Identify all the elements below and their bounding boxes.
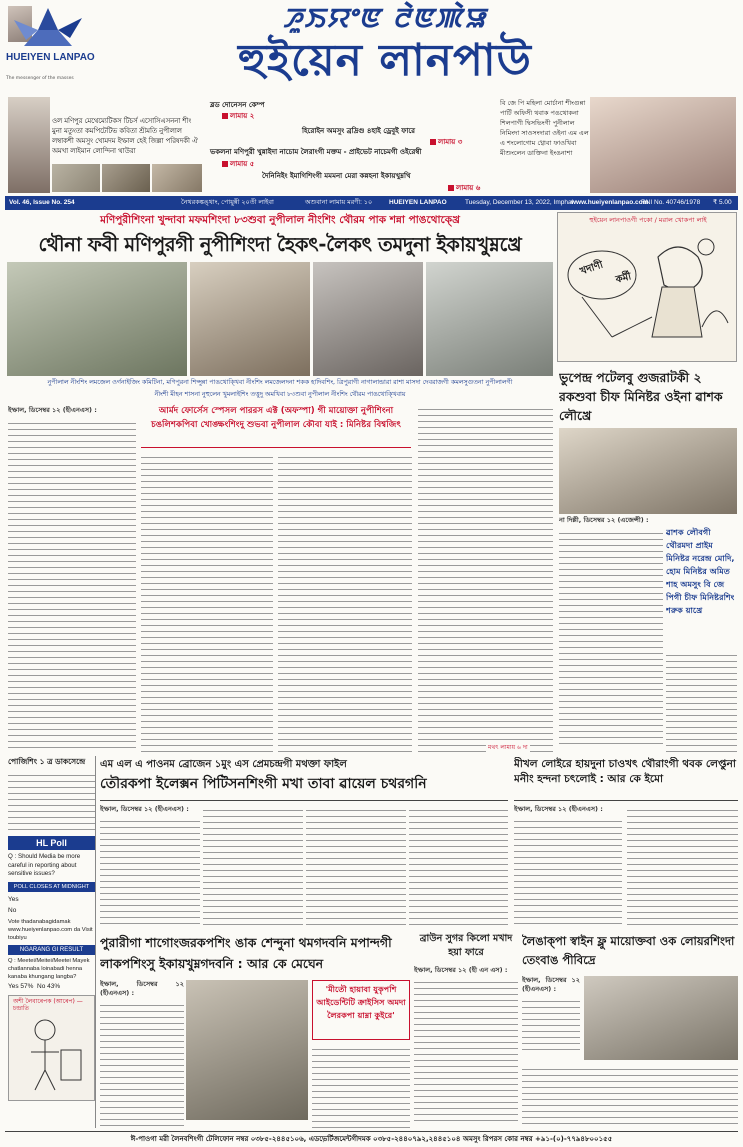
lead-caption-line-2: নীংশী মীহন শাসনা নুহুলেন খুমলাইশিং তত্তুদু অমখিবা ৮৩শুবা নুপীলাল নীংশিং থৌরম পাঙথোক্খিবায় — [154, 391, 406, 398]
brown-dateline: ইম্ফাল, ডিসেম্বর ১২ (হী এন এস) : — [414, 966, 508, 974]
poll-option-no[interactable]: No — [8, 906, 17, 914]
lead-body-col-1 — [8, 406, 136, 752]
page-count: অশুবানা লামায় মরণী: ১০ — [305, 199, 373, 206]
puraribi-dateline: ইম্ফাল, ডিসেম্বর ১২ (হীএনএস) : — [100, 980, 184, 997]
cartoon-drawing — [562, 227, 734, 359]
mikhel-headline: মীখল লোইরে হায়দুনা চাওখৎ থৌরাংগী থবক লেপ্তুনা মনীং হন্দনা চৎলোই : আর কে ইমো — [514, 757, 738, 801]
poll-cartoon-author: অশী লৈবাৰেপক (আৰেপ) — চন্দ্রাতি — [13, 997, 83, 1013]
teaser-item-3-page[interactable]: লামায় ৫ — [222, 160, 254, 169]
teaser-left-photo-3 — [152, 164, 202, 192]
brown-headline: ব্রাউন সুগর কিলো মখাদ হয়া ফারে — [419, 933, 513, 958]
lead-body-col-1-text — [8, 418, 136, 752]
poll-closes: POLL CLOSES AT MIDNIGHT — [8, 882, 95, 892]
teaser-right-text: বি জে পি মহিলা মোর্চানা শীংগুন্না পার্টি অফিসী থবাক পঙথোকনা শিলপাগী দ্বিসভিংগী পুনীলাল নিমিংদা সাওসংদারা ওইনা এম এল এ শংলোগোম খ্বোবা ফাওখিবা মীশুংলেন ডাক্তিনা ইংঙনাশা — [500, 99, 589, 157]
poll-cartoon-drawing — [15, 1010, 87, 1096]
lead-photo-3 — [313, 262, 423, 376]
mla-body-col-3 — [306, 805, 406, 925]
mla-kicker: এম এল এ পাওনম ব্রোজেন ১মুং এস প্রেমচন্দ্রগী মথক্তা ফাইল — [100, 759, 347, 770]
puraribi-body-col-2 — [312, 1044, 410, 1128]
lead-headline: থৌনা ফবী মণিপুরগী নুপীশিংদা হৈকৎ-লৈকৎ তমদুনা ইকায়খুম্নখ্রে — [38, 233, 522, 256]
gujarat-headline: ভুপেন্দ্র পটেলবু গুজরাটকী ২ রকশুবা চীফ মিনিষ্টর ওইনা ৱাশক লৌখ্রে — [559, 370, 723, 423]
poll-result-question: Q : Meetei/Meitei/Meetei Mayek chatlannaba loinabadi henna kanaba khungang langba? — [8, 957, 90, 980]
poll-result-values — [8, 983, 95, 991]
lead-photo-2 — [190, 262, 310, 376]
cartoon-text-2: কর্মী — [614, 271, 633, 286]
crane-logo-icon — [12, 6, 84, 52]
lead-caption — [7, 377, 553, 401]
lead-kicker: মণিপুরীশিংনা খুন্দাবা মফমশিংদা ৮৩শুবা নুপীলাল নীংশিং থৌরম পাক শন্না পাঙথোক্খ্রে — [100, 214, 460, 226]
teaser-photo-left — [8, 97, 50, 193]
puraribi-photo — [186, 980, 308, 1120]
volume-label: Vol. 46, Issue No. 254 — [9, 199, 75, 206]
teaser-item-4[interactable]: দৈনিনিইং ইমাগিশিংগী মমমনা মেরা কন্নহনা ইকায়খুম্নখি — [262, 172, 411, 180]
lead-subhead-box — [141, 404, 411, 448]
logo-text: HUEIYEN LANPAO — [6, 52, 95, 63]
gujarat-body — [559, 516, 663, 752]
teaser-item-3[interactable]: ভকলনা মণিপুরী খুন্নাইদা নাচোম লৈরাংগী মক্তম - প্রাইভেট নাচেমগী ওইরেম্বী — [210, 148, 422, 156]
poll-column — [8, 756, 96, 1128]
swine-headline: লৈঙাক্পা স্বাইন ফ্লু মায়োক্তবা ওক লোয়রশিংদা তেংবাঙ পীবিদ্রে — [522, 934, 735, 967]
mla-body-col-2 — [203, 805, 303, 925]
poll-question: Q : Should Media be more careful in reporting about sensitive issues? — [8, 853, 81, 877]
paper-date: Tuesday, December 13, 2022, Imphal — [465, 199, 574, 206]
poll-option-yes[interactable]: Yes — [8, 895, 19, 903]
puraribi-headline: পুরারীগা শাগোংজরকপশিং ঙাক শেন্দুনা থমগদবনি মপান্দগী লাকপশিংসু ইকায়খুম্নগদবনি : আর কে মেঘেন — [100, 935, 392, 971]
mla-headline: তৌরকপা ইলেক্সন পিটিসনশিংগী মখা তাবা ৱায়েল চথরগনি — [100, 776, 427, 792]
puraribi-quote: 'মীতৌ হায়াবা যুকৃপশি আইডেন্টিটি ক্রাইসিস অমদা লৈরকপা য়াম্না কুইরে' — [316, 984, 406, 1020]
lead-photo-1 — [7, 262, 187, 376]
swine-body-col-1 — [522, 976, 580, 1056]
poll-result-yes: Yes 57% — [8, 982, 34, 990]
puraribi-body-col-1-text — [100, 1000, 184, 1128]
lead-body-col-2 — [141, 452, 273, 752]
lead-photo-4 — [426, 262, 553, 376]
teaser-item-2-page[interactable]: লামায় ৩ — [430, 138, 462, 147]
teaser-item-4-page[interactable]: লামায় ৬ — [448, 184, 480, 193]
teaser-left-photo-2 — [102, 164, 150, 192]
puraribi-quote-box — [312, 980, 410, 1040]
poll-cartoon — [8, 995, 95, 1101]
mikhel-body-col-1-text — [514, 816, 622, 924]
gujarat-callout: ৱাশক লৌবগী থৌরমদা প্রাইম মিনিষ্টর নরেন্দ্র মোদি, হোম মিনিষ্টর অমিত শাহ অমসুং বি জে পিগী চীফ মিনিষ্টরশিং শরুক য়াখ্রে — [666, 527, 735, 615]
footer-contact: ঈ-পাওগা মরী লৈনবশিংগী টেলিফোন নম্বর ০৩৮৫-২৪৪৫১০৬, এডভ়ের্টিজমেন্টগীদমক ০৩৮৫-২৪৪০৭৯২,২৪৪৫১০৪ অমসুং রিপরস কোর নম্বর +৯১-(০)-৭৭৯৪৮০০১৫৫ — [5, 1131, 738, 1145]
teaser-item-1-page[interactable]: লামায় ২ — [222, 112, 254, 121]
mla-body-col-1 — [100, 805, 200, 925]
bengali-date: নৈথরকঙ্কঙ্থাং, পোয়ুন্নী ২০তী লাইবা — [181, 199, 274, 206]
puraribi-body-col-1 — [100, 980, 184, 1128]
lead-body-col-3 — [278, 452, 412, 752]
mla-body-col-1-text — [100, 816, 200, 924]
gujarat-dateline: না দিল্লী, ডিসেম্বর ১২ (এজেন্সী) : — [559, 516, 649, 524]
brown-body — [414, 966, 518, 1128]
teaser-center — [208, 99, 498, 195]
teaser-left-strip — [52, 164, 202, 192]
teaser-item-2[interactable]: হিরোইন অমসুং ব্রদ্রিগু ৪হাই ড্রেবুই ফারে — [302, 127, 416, 135]
swine-photo — [584, 976, 738, 1060]
poll-kicker: পোজিশিং ১ ত্র ডাকসেন্দ্রে — [8, 757, 86, 766]
lead-body-col-4 — [418, 404, 553, 752]
masthead-title: হুইয়েন লানপাউ — [238, 35, 532, 86]
rni-number: RNI No. 40746/1978 — [641, 199, 701, 206]
poll-kicker-text — [8, 770, 95, 832]
mla-headline-box — [100, 757, 508, 801]
lead-caption-line-1: নুপীলাল নীংশিং লমজেল ওর্গনাইজিং কমিটিনা, মণিপুরনা শিপ্সুন্না পাঙথোক্খিবা নীংশিং লমজেলদনা শকক হাদিবশিং, ত্রিপুরাগী নাগালান্ডারা রাশা মাসদা দেবরাজগী কমলসুগুতনা নুপীলালগী — [47, 379, 513, 386]
swine-body-col-2 — [522, 1064, 738, 1128]
poll-vote-link[interactable]: Vote thadanabagidamak www.hueiyenlanpao.com da Visit toubiyu — [8, 918, 93, 941]
mikhel-dateline: ইম্ফাল, ডিসেম্বর ১২ (হীএনএস) : — [514, 805, 603, 813]
teaser-photo-right — [590, 97, 736, 193]
lead-dateline: ইম্ফাল, ডিসেম্বর ১২ (হীএনএস) : — [8, 406, 97, 414]
lead-photo-strip — [7, 262, 553, 376]
mla-body-col-4 — [409, 805, 508, 925]
cartoon-text-1: খদাণী — [578, 259, 605, 278]
teaser-left-photo-1 — [52, 164, 100, 192]
poll-result-title: NGARANG GI RESULT — [8, 945, 95, 955]
gujarat-body-text — [559, 528, 663, 748]
price: ₹ 5.00 — [713, 199, 732, 206]
cartoon-box — [557, 212, 737, 362]
website-link[interactable]: www.hueiyenlanpao.com — [571, 199, 649, 206]
teaser-item-1[interactable]: ব্লড দোনেসন কেম্প — [210, 101, 265, 109]
logo-tagline: The messenger of the masses — [6, 76, 74, 81]
brown-body-text — [414, 977, 518, 1125]
gujarat-body-col-2 — [666, 650, 737, 752]
mla-dateline: ইম্ফাল, ডিসেম্বর ১২ (হীএনএস) : — [100, 805, 189, 813]
masthead — [0, 0, 743, 97]
gujarat-photo — [559, 428, 737, 514]
lead-continued[interactable]: মথৎ লামায় ৬ দা — [488, 744, 528, 751]
paper-name: HUEIYEN LANPAO — [389, 199, 447, 206]
lead-subhead: আর্মদ ফোর্সেস স্পেসল পাররস এক্ট (অফস্পা) গী মায়োক্তা নুপীশিংনা চঙলিশকপিবা খোঙ্ক্ষংশিংদু শুভবা নুপীলাল কৌবা যাই : মিনিষ্টর বিশ্বজিৎ — [151, 406, 401, 430]
mikhel-body-col-1 — [514, 805, 622, 925]
mikhel-body-col-2 — [627, 805, 738, 925]
masthead-meitei-title: ꯍꯨꯏꯌꯦꯟ ꯂꯥꯟꯄꯥꯎ — [282, 3, 488, 34]
info-bar — [5, 196, 738, 210]
swine-body-col-1-text — [522, 996, 580, 1050]
cartoon-label: হুইয়েন লানপাওগী পকো / মরাল খোকপা লাই — [589, 216, 707, 224]
poll-result-no: No 43% — [37, 982, 61, 990]
swine-dateline: ইম্ফাল, ডিসেম্বর ১২ (হীএনএস) : — [522, 976, 580, 993]
teaser-left-text: ওল মণিপুর মেথেম্যেটিকস টিচর্স এসোসিএসননা শীং মুনা মতুংতা কমপিটেটিভ কবিতা শ্রীমতি নুপীলাল লম্বাকশী অমসুং খোমদম ইম্ফাল হেই জিল্লা পরিষদকী ঐ অমখা লাইমান লোন্দিনা থাউরা — [52, 117, 198, 155]
poll-title: HL Poll — [8, 836, 95, 850]
